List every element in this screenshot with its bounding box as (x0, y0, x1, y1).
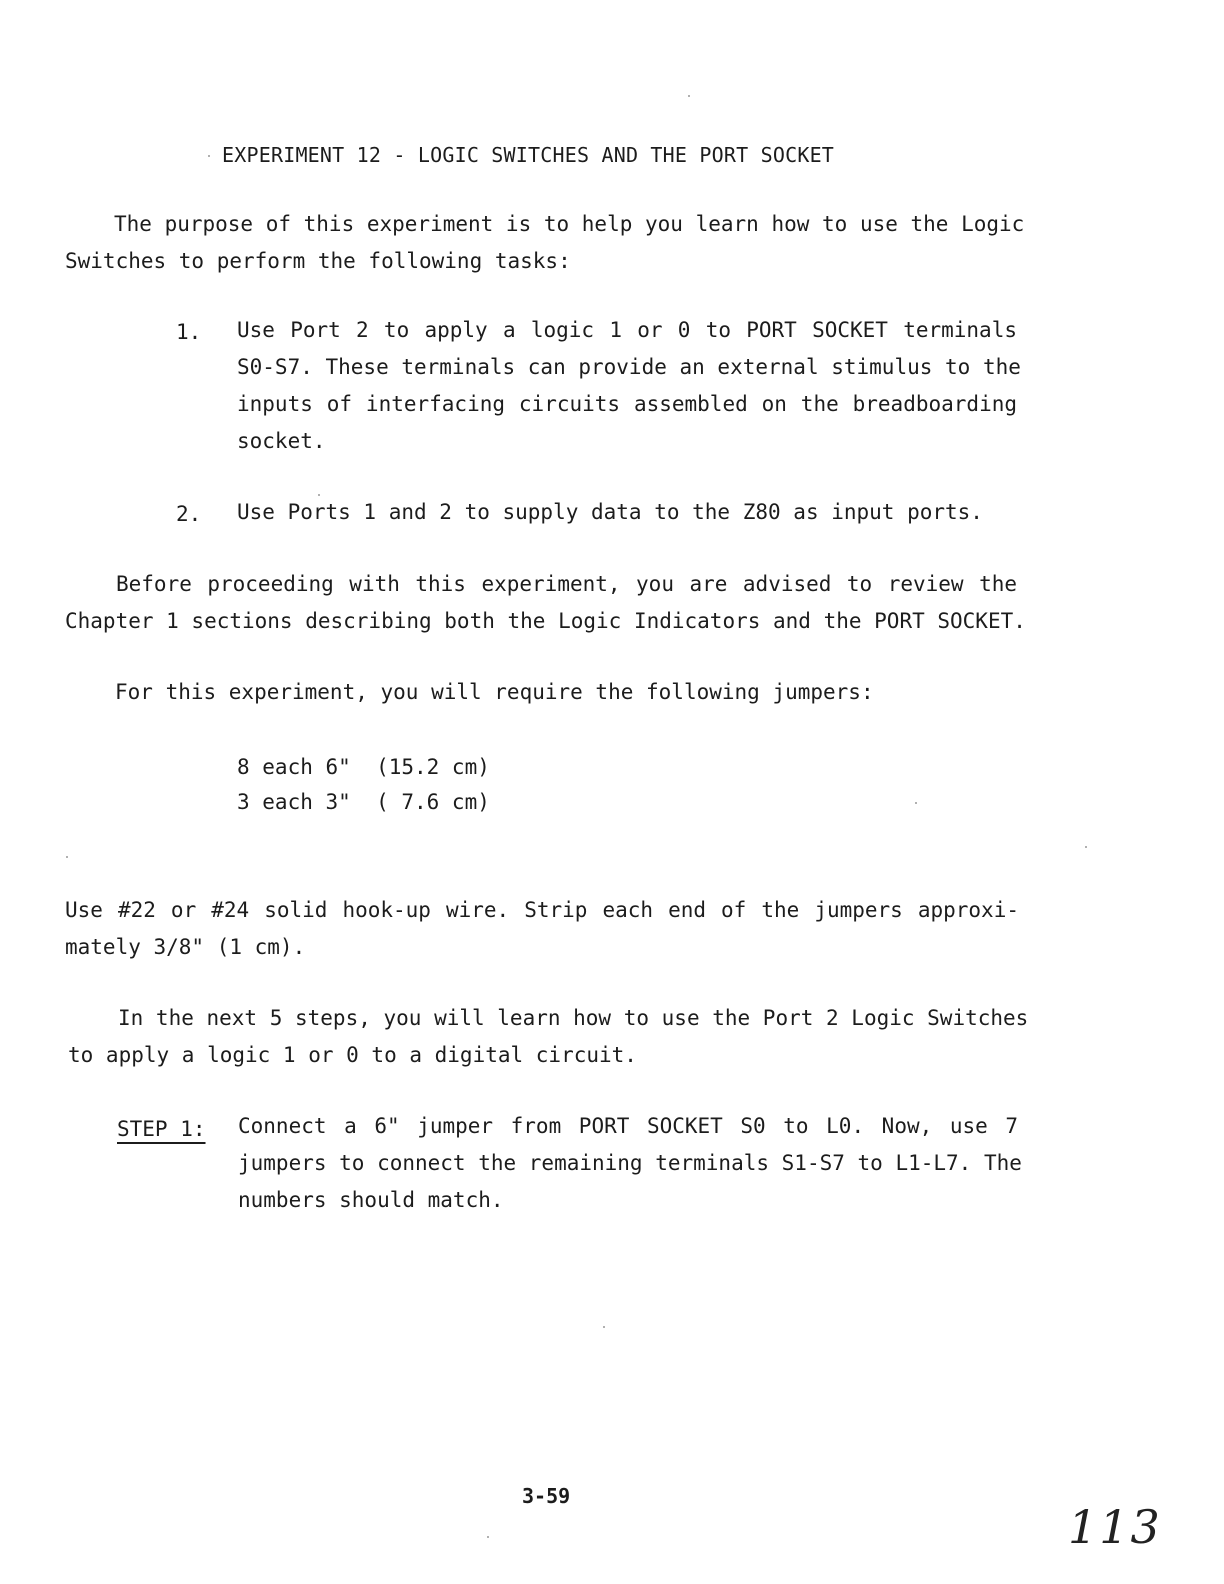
step-1-line-2: jumpers to connect the remaining terminals S1-S7 to L1-L7. The (238, 1151, 1022, 1175)
scan-speck (487, 1536, 489, 1538)
scan-speck (915, 802, 917, 804)
task-2-text (237, 494, 1017, 531)
task-2-line-1: Use Ports 1 and 2 to supply data to the Z80 as input ports. (237, 500, 983, 524)
before-line-2: Chapter 1 sections describing both the Logic Indicators and the PORT SOCKET. (65, 609, 1026, 633)
intro-line-1: The purpose of this experiment is to help you learn how to use the Logic (114, 212, 1025, 236)
intro-paragraph (65, 206, 1025, 280)
next-steps-paragraph (68, 1000, 1029, 1074)
jumper-item-2: 3 each 3" ( 7.6 cm) (237, 790, 490, 814)
scan-speck (208, 155, 210, 157)
scan-speck (603, 1326, 605, 1328)
before-line-1: Before proceeding with this experiment, you are advised to review the (116, 572, 1017, 596)
scan-speck (66, 856, 68, 858)
jumpers-intro (115, 674, 874, 711)
jumper-item-1: 8 each 6" (15.2 cm) (237, 755, 490, 779)
next-steps-line-2: to apply a logic 1 or 0 to a digital circuit. (68, 1043, 637, 1067)
task-2-number: 2. (176, 502, 202, 526)
step-1-line-1: Connect a 6" jumper from PORT SOCKET S0 to L0. Now, use 7 (238, 1114, 1018, 1138)
wire-paragraph (65, 892, 1019, 966)
scan-speck (688, 95, 690, 97)
task-1-text (237, 312, 1021, 460)
handwritten-page-number: 113 (1068, 1500, 1162, 1554)
wire-line-2: mately 3/8" (1 cm). (65, 935, 306, 959)
task-1-line-3: inputs of interfacing circuits assembled on the breadboarding (237, 392, 1017, 416)
task-1-number: 1. (176, 320, 202, 344)
task-1-line-4: socket. (237, 429, 326, 453)
wire-line-1: Use #22 or #24 solid hook-up wire. Strip each end of the jumpers approxi- (65, 898, 1019, 922)
task-1-line-1: Use Port 2 to apply a logic 1 or 0 to PORT SOCKET terminals (237, 318, 1017, 342)
jumpers-intro-text: For this experiment, you will require the following jumpers: (115, 680, 874, 704)
scan-speck (318, 494, 320, 496)
before-paragraph (65, 566, 1026, 640)
step-1-line-3: numbers should match. (238, 1188, 504, 1212)
step-1-text (238, 1108, 1022, 1219)
page-title: EXPERIMENT 12 - LOGIC SWITCHES AND THE PORT SOCKET (222, 143, 835, 167)
step-1-label: STEP 1: (117, 1117, 206, 1141)
scan-speck (1085, 846, 1087, 848)
intro-line-2: Switches to perform the following tasks: (65, 249, 571, 273)
page-number: 3-59 (522, 1484, 571, 1508)
task-1-line-2: S0-S7. These terminals can provide an external stimulus to the (237, 355, 1021, 379)
next-steps-line-1: In the next 5 steps, you will learn how to use the Port 2 Logic Switches (118, 1006, 1029, 1030)
